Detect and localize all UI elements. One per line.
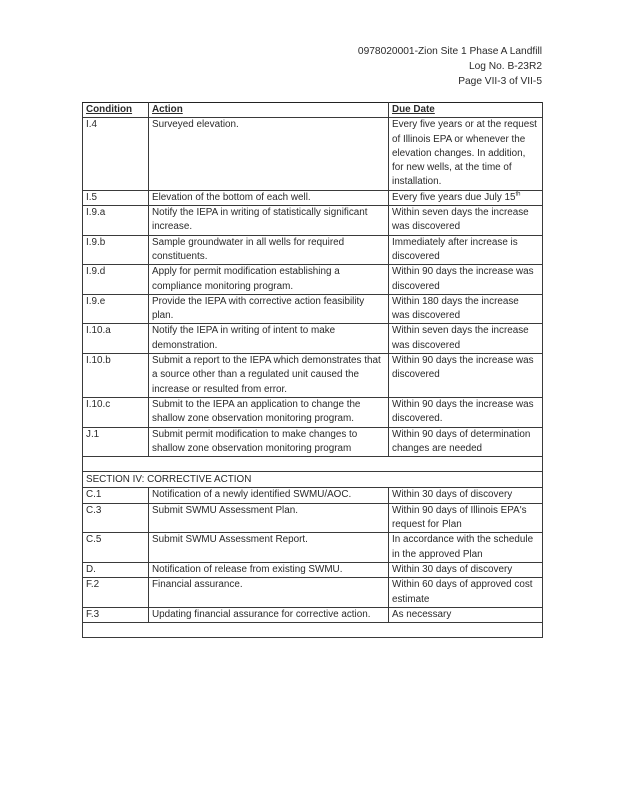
due-date-cell: Within seven days the increase was discovered: [389, 206, 543, 236]
condition-cell: I.4: [83, 118, 149, 190]
condition-cell: C.1: [83, 488, 149, 503]
due-date-text: Every five years due July 15: [392, 191, 516, 203]
table-row: [83, 190, 543, 205]
section-header-row: [83, 472, 543, 488]
due-date-cell: Immediately after increase is discovered: [389, 235, 543, 265]
header-page-number: Page VII-3 of VII-5: [458, 76, 542, 87]
table-spacer-row: [83, 457, 543, 472]
due-date-cell: Within seven days the increase was discovered: [389, 324, 543, 354]
condition-cell: C.3: [83, 503, 149, 533]
action-cell: Sample groundwater in all wells for required constituents.: [149, 235, 389, 265]
header-site-line: 0978020001-Zion Site 1 Phase A Landfill: [357, 46, 542, 57]
table-row: [83, 607, 543, 622]
table-row: [83, 562, 543, 577]
page-header: [358, 44, 542, 89]
table-row: [83, 235, 543, 265]
action-cell: Submit permit modification to make changes to shallow zone observation monitoring program: [149, 427, 389, 457]
due-date-cell: Within 90 days the increase was discovered: [389, 265, 543, 295]
table-spacer-row: [83, 623, 543, 638]
due-date-cell: Within 90 days the increase was discovered: [389, 354, 543, 398]
due-date-cell: Within 90 days the increase was discovered.: [389, 397, 543, 427]
table-row: [83, 265, 543, 295]
condition-cell: I.9.d: [83, 265, 149, 295]
table-row: [83, 533, 543, 563]
table-row: [83, 503, 543, 533]
action-cell: Submit SWMU Assessment Report.: [149, 533, 389, 563]
condition-cell: I.10.a: [83, 324, 149, 354]
table-row: [83, 118, 543, 190]
table-header-row: [83, 103, 543, 118]
table-row: [83, 206, 543, 236]
condition-cell: I.9.a: [83, 206, 149, 236]
condition-cell: I.10.c: [83, 397, 149, 427]
header-log-number: Log No. B-23R2: [468, 61, 542, 72]
column-header-action: Action: [149, 103, 389, 118]
action-cell: Submit to the IEPA an application to change the shallow zone observation monitoring program.: [149, 397, 389, 427]
due-date-cell: Within 30 days of discovery: [389, 562, 543, 577]
action-cell: Notification of a newly identified SWMU/AOC.: [149, 488, 389, 503]
condition-cell: I.5: [83, 190, 149, 205]
due-date-cell: [389, 190, 543, 205]
column-header-due-date: Due Date: [389, 103, 543, 118]
table-row: [83, 578, 543, 608]
table-row: [83, 427, 543, 457]
due-date-cell: Every five years or at the request of Illinois EPA or whenever the elevation changes. In addition, for new wells, at the time of installation.: [389, 118, 543, 190]
condition-cell: F.2: [83, 578, 149, 608]
condition-cell: I.9.b: [83, 235, 149, 265]
condition-cell: F.3: [83, 607, 149, 622]
due-date-cell: Within 60 days of approved cost estimate: [389, 578, 543, 608]
condition-cell: I.10.b: [83, 354, 149, 398]
empty-cell: [83, 623, 543, 638]
due-date-cell: As necessary: [389, 607, 543, 622]
action-cell: Elevation of the bottom of each well.: [149, 190, 389, 205]
table-row: [83, 397, 543, 427]
table-row: [83, 488, 543, 503]
action-cell: Provide the IEPA with corrective action feasibility plan.: [149, 294, 389, 324]
due-date-cell: In accordance with the schedule in the approved Plan: [389, 533, 543, 563]
condition-cell: I.9.e: [83, 294, 149, 324]
condition-cell: J.1: [83, 427, 149, 457]
ordinal-suffix: th: [515, 191, 521, 198]
action-cell: Financial assurance.: [149, 578, 389, 608]
action-cell: Apply for permit modification establishing a compliance monitoring program.: [149, 265, 389, 295]
action-cell: Notify the IEPA in writing of intent to make demonstration.: [149, 324, 389, 354]
condition-cell: C.5: [83, 533, 149, 563]
table-row: [83, 294, 543, 324]
action-cell: Updating financial assurance for corrective action.: [149, 607, 389, 622]
action-cell: Surveyed elevation.: [149, 118, 389, 190]
action-cell: Submit a report to the IEPA which demonstrates that a source other than a regulated unit caused the increase or resulted from error.: [149, 354, 389, 398]
condition-cell: D.: [83, 562, 149, 577]
section-title: SECTION IV: CORRECTIVE ACTION: [83, 472, 543, 488]
due-date-cell: Within 30 days of discovery: [389, 488, 543, 503]
action-cell: Notify the IEPA in writing of statistically significant increase.: [149, 206, 389, 236]
due-date-cell: Within 90 days of Illinois EPA's request for Plan: [389, 503, 543, 533]
table-row: [83, 354, 543, 398]
due-date-cell: Within 90 days of determination changes are needed: [389, 427, 543, 457]
action-cell: Submit SWMU Assessment Plan.: [149, 503, 389, 533]
due-date-cell: Within 180 days the increase was discovered: [389, 294, 543, 324]
action-cell: Notification of release from existing SWMU.: [149, 562, 389, 577]
column-header-condition: Condition: [83, 103, 149, 118]
conditions-table: [82, 102, 543, 638]
table-row: [83, 324, 543, 354]
empty-cell: [83, 457, 543, 472]
